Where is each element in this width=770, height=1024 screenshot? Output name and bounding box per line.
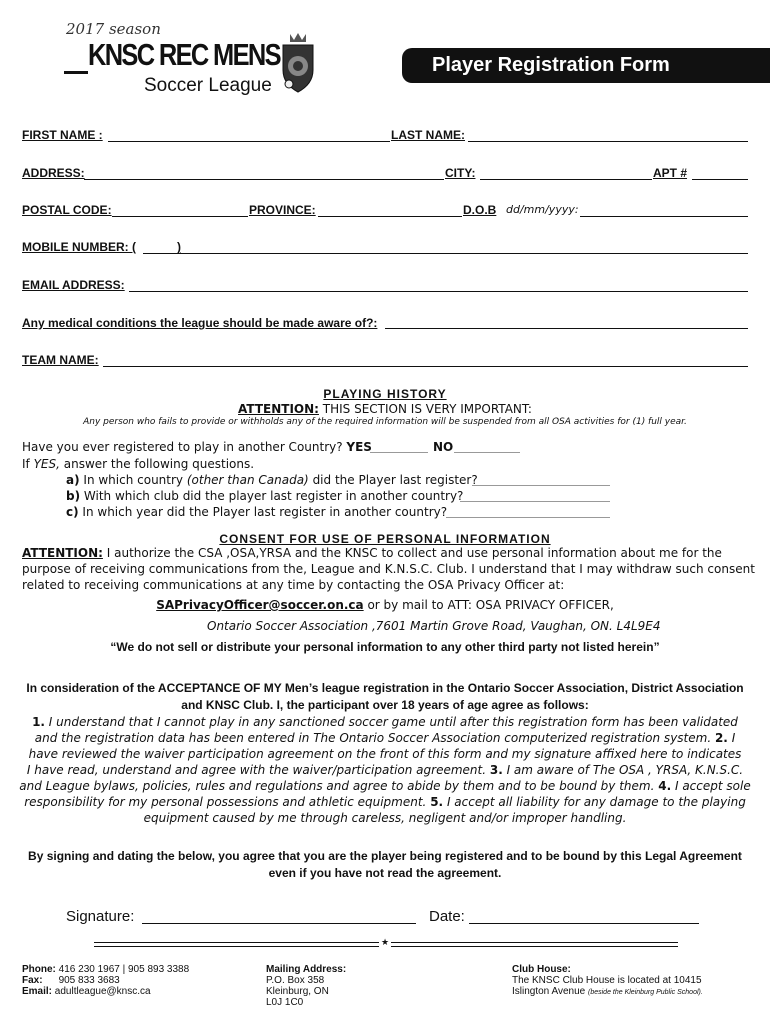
footer-divider — [94, 940, 678, 950]
province-label: PROVINCE: — [249, 203, 316, 217]
consent-heading: CONSENT FOR USE OF PERSONAL INFORMATION — [219, 532, 551, 546]
logo-underline — [64, 71, 88, 74]
no-field[interactable] — [454, 452, 520, 453]
star-icon: ★ — [381, 938, 390, 948]
footer-mailing: Mailing Address: P.O. Box 358 Kleinburg, ON L0J 1C0 — [266, 964, 347, 1008]
team-name-label: TEAM NAME: — [22, 353, 99, 367]
dob-field[interactable] — [580, 216, 748, 217]
date-field[interactable] — [469, 923, 699, 924]
question-b-field[interactable] — [460, 501, 610, 502]
crest-icon — [280, 32, 316, 98]
footer-email-link[interactable]: adultleague@knsc.ca — [54, 986, 151, 997]
history-if: If YES, answer the following questions. — [22, 457, 255, 471]
last-name-label: LAST NAME: — [391, 128, 465, 142]
address-field[interactable] — [84, 179, 444, 180]
first-name-field[interactable] — [108, 141, 390, 142]
last-name-field[interactable] — [468, 141, 748, 142]
no-label: NO — [433, 440, 454, 454]
first-name-label: FIRST NAME : — [22, 128, 103, 142]
footer-contact: Phone: 416 230 1967 | 905 893 3388 Fax: 905 833 3683 Email: adultleague@knsc.ca — [22, 964, 190, 997]
team-name-field[interactable] — [103, 366, 748, 367]
privacy-quote: “We do not sell or distribute your personal information to any other third party not listed herein” — [110, 640, 660, 654]
question-c: c) In which year did the Player last register in another country? — [66, 505, 448, 519]
question-a-field[interactable] — [472, 485, 610, 486]
form-title: Player Registration Form — [432, 54, 670, 76]
history-question: Have you ever registered to play in another Country? YES — [22, 440, 372, 454]
signature-field[interactable] — [142, 923, 416, 924]
dob-label: D.O.B — [463, 203, 497, 217]
province-field[interactable] — [318, 216, 462, 217]
history-heading: PLAYING HISTORY — [323, 387, 447, 401]
address-label: ADDRESS: — [22, 166, 85, 180]
privacy-email-link[interactable]: SAPrivacyOfficer@soccer.on.ca — [156, 598, 364, 612]
footer-clubhouse: Club House: The KNSC Club House is located at 10415 Islington Avenue (beside the Kleinburg Public School). — [512, 964, 703, 997]
mobile-close: ) — [177, 240, 181, 254]
season-text: 2017 season — [66, 20, 161, 38]
waiver-intro: In consideration of the ACCEPTANCE OF MY Men’s league registration in the Ontario Soccer Association, District Association and KNSC Club. I, the participant over 18 years of age agree as follows: — [26, 681, 744, 712]
city-field[interactable] — [480, 179, 652, 180]
waiver-terms: 1. I understand that I cannot play in any sanctioned soccer game until after this registration form has been validated and the registration data has been entered in The Ontario Soccer Association computerized registration system. 2. I have reviewed the waiver participation agreement on the front of this form and my signature affixed here to indicates I have read, understand and agree with the waiver/participation agreement. 3. I am aware of The OSA , YRSA, K.N.S.C. and League bylaws, policies, rules and regulations and agree to abide by them and to be bound by them. 4. I accept sole responsibility for my personal possessions and athletic equipment. 5. I accept all liability for any damage to the playing equipment caused by me through careless, negligent and/or improper handling. — [19, 715, 751, 825]
league-sub: Soccer League — [144, 75, 272, 96]
apt-label: APT # — [653, 166, 688, 180]
league-name: KNSC REC MENS — [88, 37, 280, 72]
apt-field[interactable] — [692, 179, 748, 180]
medical-label: Any medical conditions the league should be made aware of?: — [22, 316, 378, 330]
email-field[interactable] — [129, 291, 748, 292]
consent-contact: SAPrivacyOfficer@soccer.on.ca or by mail to ATT: OSA PRIVACY OFFICER, — [156, 598, 614, 612]
postal-code-label: POSTAL CODE: — [22, 203, 112, 217]
consent-line-1: ATTENTION: I authorize the CSA ,OSA,YRSA and the KNSC to collect and use personal information about me for the — [22, 546, 722, 560]
league-logo — [64, 20, 324, 98]
email-label: EMAIL ADDRESS: — [22, 278, 125, 292]
yes-field[interactable] — [370, 452, 428, 453]
postal-code-field[interactable] — [112, 216, 248, 217]
medical-field[interactable] — [385, 328, 748, 329]
signing-agreement: By signing and dating the below, you agree that you are the player being registered and to be bound by this Legal Agreement even if you have not read the agreement. — [28, 849, 742, 880]
dob-hint: dd/mm/yyyy: — [506, 203, 579, 216]
question-b: b) With which club did the player last register in another country? — [66, 489, 464, 503]
consent-line-3: related to receiving communications at any time by contacting the OSA Privacy Officer at: — [22, 578, 565, 592]
osa-address: Ontario Soccer Association ,7601 Martin Grove Road, Vaughan, ON. L4L9E4 — [207, 619, 661, 633]
mobile-field[interactable] — [143, 253, 748, 254]
city-label: CITY: — [445, 166, 476, 180]
signature-label: Signature: — [66, 908, 135, 925]
consent-line-2: purpose of receiving communications from the, League and K.N.S.C. Club. I understand that I may withdraw such consent — [22, 562, 755, 576]
history-attention: ATTENTION: THIS SECTION IS VERY IMPORTANT: — [238, 402, 532, 416]
question-c-field[interactable] — [446, 517, 610, 518]
title-banner — [402, 48, 770, 83]
date-label: Date: — [429, 908, 465, 925]
mobile-label: MOBILE NUMBER: ( — [22, 240, 136, 254]
history-notice: Any person who fails to provide or withholds any of the required information will be suspended from all OSA activities for (1) full year. — [83, 417, 687, 427]
question-a: a) In which country (other than Canada) did the Player last register? — [66, 473, 478, 487]
